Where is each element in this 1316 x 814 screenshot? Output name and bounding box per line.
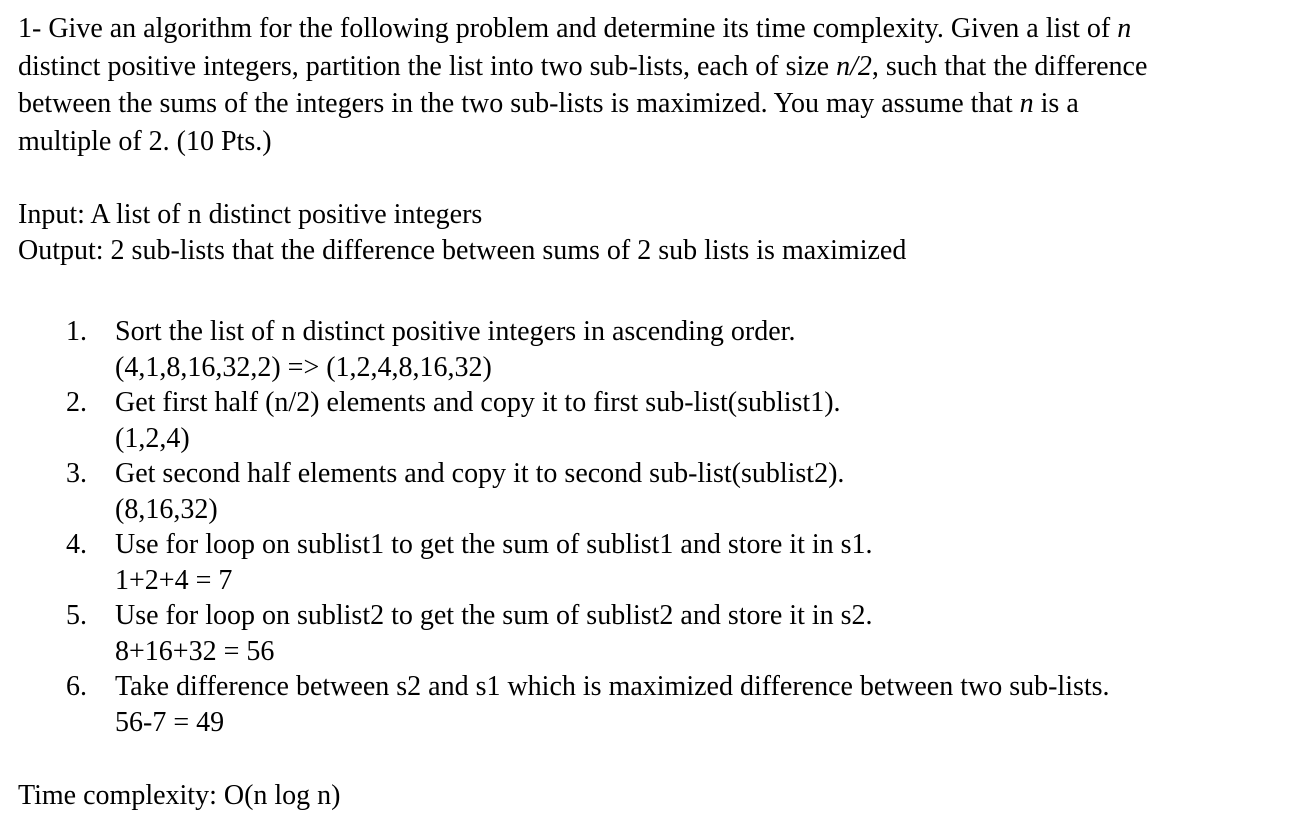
algorithm-steps [18,314,1308,740]
step-example: (1,2,4) [115,422,190,454]
time-complexity: Time complexity: O(n log n) [18,780,341,811]
step-number: 6. [66,671,87,702]
step-item [18,314,1308,385]
variable-n: n [1019,88,1034,119]
problem-text: distinct positive integers, partition the list into two sub-lists, each of size [18,50,837,82]
step-item [18,527,1308,598]
problem-statement [18,10,1308,160]
step-item [18,456,1308,527]
problem-line-3 [18,85,1308,123]
input-description: Input: A list of n distinct positive integers [18,199,483,230]
step-example: 8+16+32 = 56 [115,635,275,667]
problem-text: , such that the difference [871,50,1148,82]
step-number: 3. [66,458,87,489]
step-number: 5. [66,600,87,631]
document-page [18,10,1308,814]
step-text: Get second half elements and copy it to second sub-list(sublist2). [115,458,845,489]
variable-n-half: n/2 [836,50,872,82]
step-item [18,385,1308,456]
input-output-spec [18,197,1308,269]
step-text: Use for loop on sublist2 to get the sum of sublist2 and store it in s2. [115,600,873,631]
problem-text: 1- Give an algorithm for the following problem and determine its time complexity. Given a list of [18,13,1118,44]
problem-line-1 [18,10,1308,48]
step-item [18,669,1308,740]
step-example: 1+2+4 = 7 [115,564,233,596]
variable-n: n [1117,13,1132,44]
problem-text: is a [1033,88,1079,119]
step-text: Get first half (n/2) elements and copy it to first sub-list(sublist1). [115,387,841,418]
problem-text: between the sums of the integers in the two sub-lists is maximized. You may assume that [18,88,1020,119]
step-number: 1. [66,316,87,347]
step-example: (8,16,32) [115,493,218,525]
step-text: Use for loop on sublist1 to get the sum of sublist1 and store it in s1. [115,529,873,560]
step-number: 2. [66,387,87,418]
step-example: (4,1,8,16,32,2) => (1,2,4,8,16,32) [115,351,492,383]
step-item [18,598,1308,669]
problem-line-4: multiple of 2. (10 Pts.) [18,125,272,157]
output-description: Output: 2 sub-lists that the difference between sums of 2 sub lists is maximized [18,235,907,266]
problem-line-2 [18,48,1308,86]
step-text: Sort the list of n distinct positive integers in ascending order. [115,316,796,347]
step-example: 56-7 = 49 [115,706,225,738]
step-text: Take difference between s2 and s1 which is maximized difference between two sub-lists. [115,671,1110,702]
step-number: 4. [66,529,87,560]
